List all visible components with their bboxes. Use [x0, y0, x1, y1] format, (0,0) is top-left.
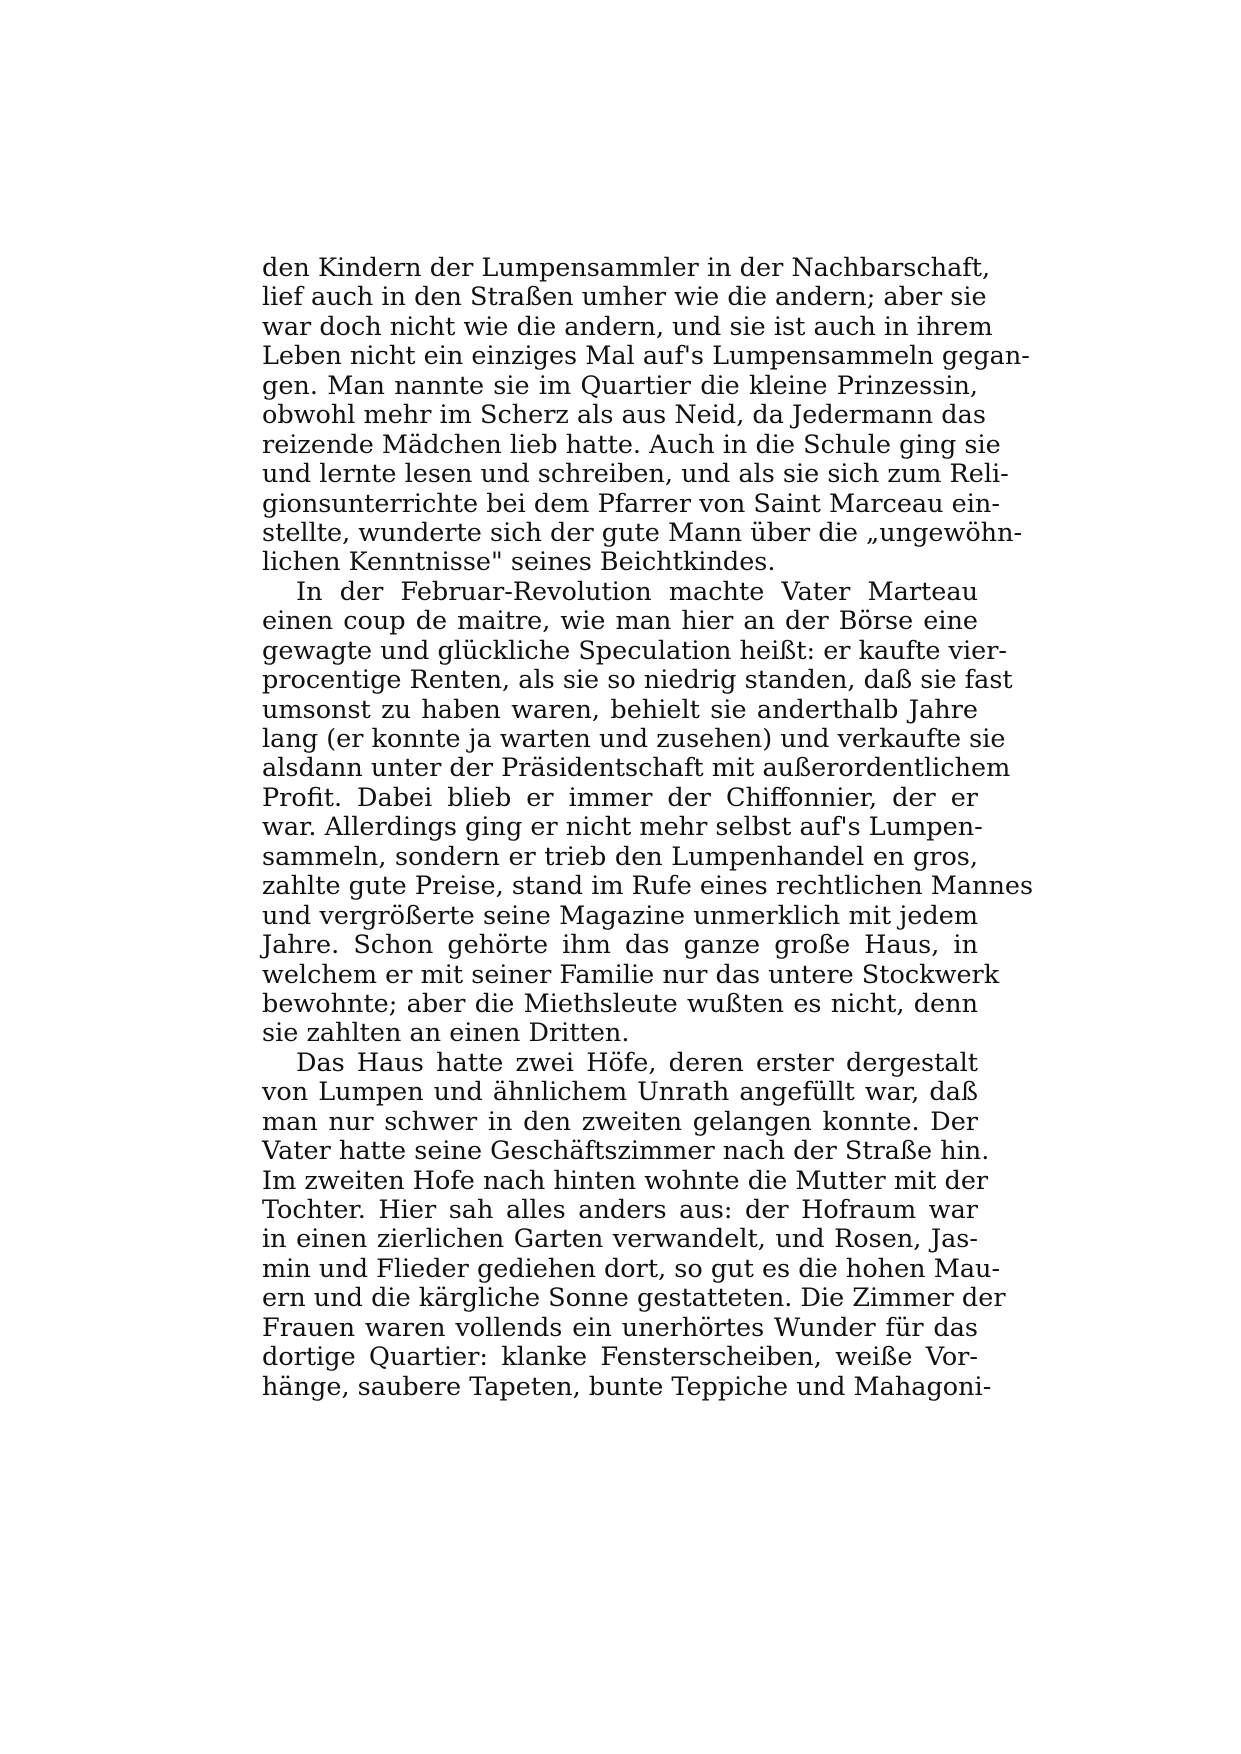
text-line: man nur schwer in den zweiten gelangen konnte. Der — [262, 1106, 978, 1137]
text-line: bewohnte; aber die Miethsleute wußten es nicht, denn — [262, 988, 978, 1019]
text-line: welchem er mit seiner Familie nur das untere Stockwerk — [262, 959, 1000, 990]
text-line: Frauen waren vollends ein unerhörtes Wunder für das — [262, 1312, 978, 1343]
text-line: lang (er konnte ja warten und zusehen) und verkaufte sie — [262, 724, 1006, 754]
body-text — [262, 253, 1034, 1402]
text-line: und vergrößerte seine Magazine unmerklich mit jedem — [262, 900, 978, 931]
text-line: Vater hatte seine Geschäftszimmer nach der Straße hin. — [262, 1136, 990, 1167]
paragraph-1 — [262, 253, 1030, 578]
paragraph-3 — [262, 1047, 1006, 1402]
text-line: hänge, saubere Tapeten, bunte Teppiche und Mahagoni- — [262, 1371, 992, 1402]
text-line: Jahre. Schon gehörte ihm das ganze große Haus, in — [262, 930, 978, 961]
text-line: einen coup de maitre, wie man hier an der Börse eine — [262, 606, 978, 637]
text-line: lief auch in den Straßen umher wie die andern; aber sie — [262, 282, 987, 313]
text-line: in einen zierlichen Garten verwandelt, und Rosen, Jas- — [262, 1224, 978, 1255]
text-line: Im zweiten Hofe nach hinten wohnte die Mutter mit der — [262, 1165, 989, 1196]
text-line: gionsunterrichte bei dem Pfarrer von Saint Marceau ein- — [262, 488, 1000, 519]
text-line: obwohl mehr im Scherz als aus Neid, da Jedermann das — [262, 400, 986, 431]
text-line: Profit. Dabei blieb er immer der Chiffonnier, der er — [262, 782, 978, 813]
paragraph-2 — [262, 576, 1034, 1049]
text-line: reizende Mädchen lieb hatte. Auch in die Schule ging sie — [262, 429, 1001, 460]
text-line: gen. Man nannte sie im Quartier die kleine Prinzessin, — [262, 370, 978, 401]
text-line: dortige Quartier: klanke Fensterscheiben, weiße Vor- — [262, 1342, 978, 1373]
text-line: Das Haus hatte zwei Höfe, deren erster dergestalt — [296, 1047, 978, 1078]
text-line: lichen Kenntnisse" seines Beichtkindes. — [262, 547, 776, 578]
text-line: Leben nicht ein einziges Mal auf's Lumpensammeln gegan- — [262, 341, 1030, 372]
text-line: alsdann unter der Präsidentschaft mit außerordentlichem — [262, 753, 1011, 784]
text-line: sie zahlten an einen Dritten. — [262, 1018, 630, 1049]
text-line: war. Allerdings ging er nicht mehr selbst auf's Lumpen- — [262, 812, 983, 843]
text-line: Tochter. Hier sah alles anders aus: der Hofraum war — [262, 1195, 978, 1225]
text-line: In der Februar-Revolution machte Vater Marteau — [296, 576, 978, 607]
text-line: sammeln, sondern er trieb den Lumpenhandel en gros, — [262, 841, 978, 872]
text-line: den Kindern der Lumpensammler in der Nachbarschaft, — [262, 253, 991, 283]
text-line: war doch nicht wie die andern, und sie ist auch in ihrem — [262, 311, 993, 342]
text-line: zahlte gute Preise, stand im Rufe eines rechtlichen Mannes — [262, 871, 1034, 902]
text-line: min und Flieder gediehen dort, so gut es die hohen Mau- — [262, 1253, 1001, 1284]
text-line: von Lumpen und ähnlichem Unrath angefüllt war, daß — [262, 1077, 978, 1108]
text-line: stellte, wunderte sich der gute Mann über die „ungewöhn- — [262, 517, 1023, 548]
text-line: umsonst zu haben waren, behielt sie anderthalb Jahre — [262, 694, 978, 725]
text-line: procentige Renten, als sie so niedrig standen, daß sie fast — [262, 665, 1013, 696]
text-line: und lernte lesen und schreiben, und als sie sich zum Reli- — [262, 459, 1009, 490]
text-line: ern und die kärgliche Sonne gestatteten. Die Zimmer der — [262, 1283, 1006, 1314]
text-line: gewagte und glückliche Speculation heißt: er kaufte vier- — [262, 635, 1008, 666]
